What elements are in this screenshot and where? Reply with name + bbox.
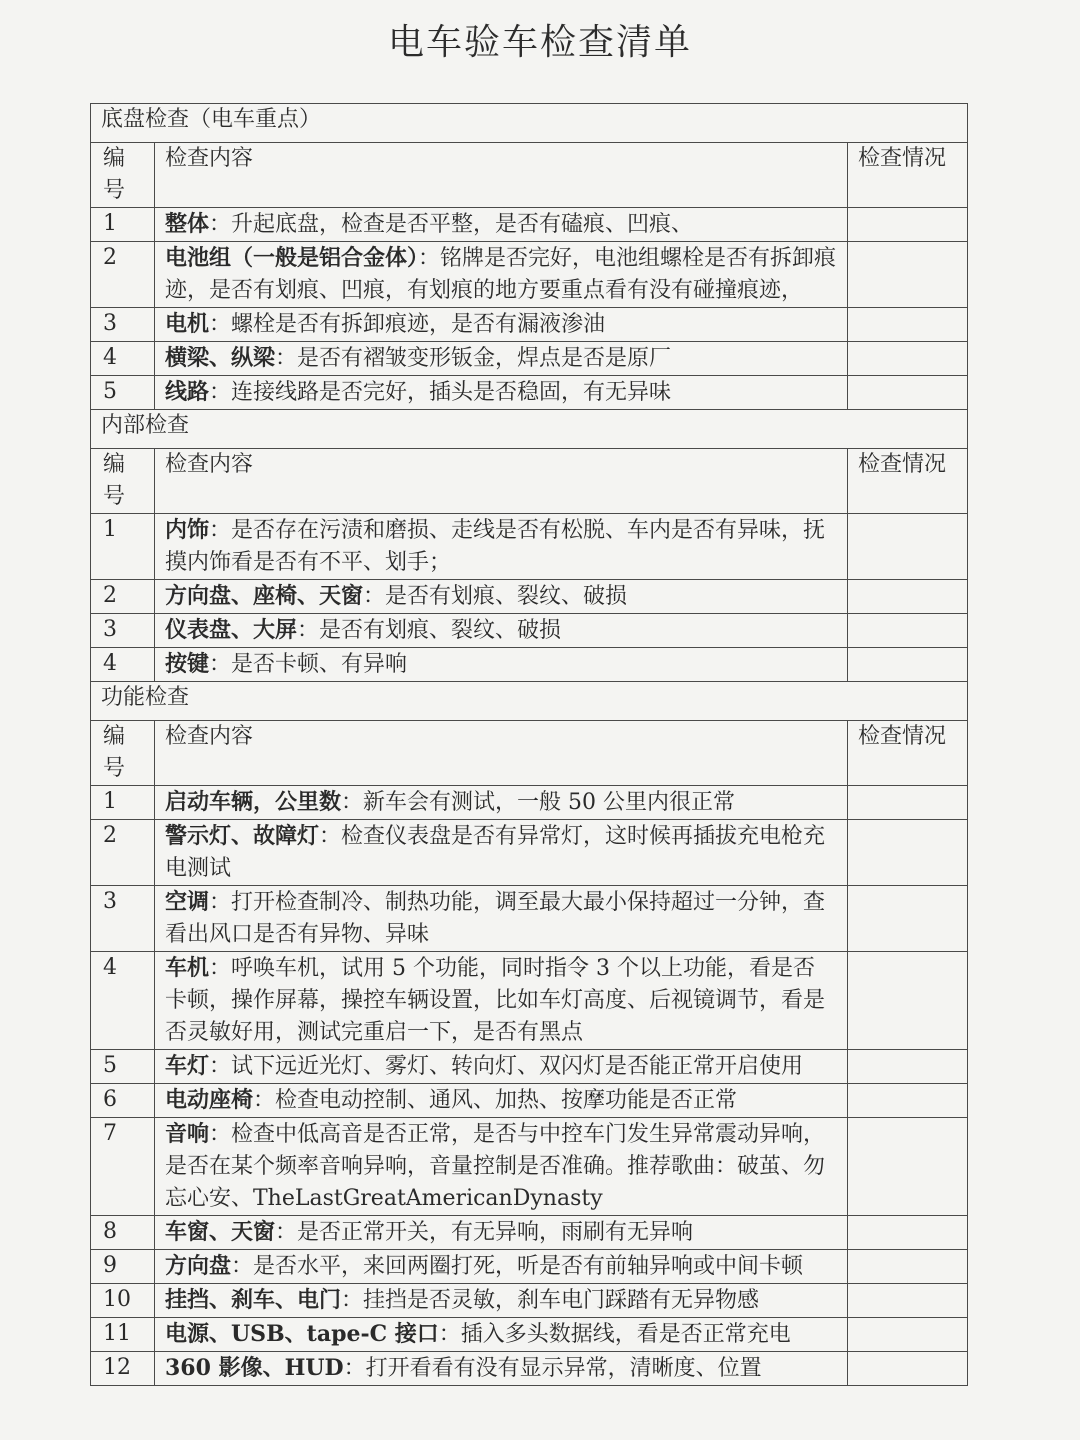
item-key-label: 按键 [165,651,210,677]
table-row [91,242,968,308]
item-key-label: 警示灯、故障灯 [165,823,320,849]
item-number: 3 [91,886,155,952]
item-description: ：呼唤车机，试用 5 个功能，同时指令 3 个以上功能，看是否卡顿，操作屏幕，操控车辆设置，比如车灯高度、后视镜调节，看是否灵敏好用，测试完重启一下，是否有黑点 [165,956,826,1045]
item-content [155,820,848,886]
table-row [91,1284,968,1318]
table-row [91,342,968,376]
column-header-row [91,721,968,786]
item-content [155,580,848,614]
check-result-cell[interactable] [847,648,967,682]
item-description: ：螺栓是否有拆卸痕迹，是否有漏液渗油 [209,312,606,337]
item-content [155,514,848,580]
table-row [91,208,968,242]
item-key-label: 整体 [165,211,210,237]
item-description: ：打开看看有没有显示异常，清晰度、位置 [343,1356,762,1381]
table-row [91,614,968,648]
section-title: 内部检查 [91,410,968,449]
header-content: 检查内容 [155,449,848,514]
table-row [91,1216,968,1250]
table-row [91,786,968,820]
section-title: 底盘检查（电车重点） [91,104,968,143]
item-content [155,614,848,648]
header-num: 编号 [91,721,155,786]
table-row [91,1050,968,1084]
table-row [91,1352,968,1386]
check-result-cell[interactable] [847,376,967,410]
check-result-cell[interactable] [847,514,967,580]
item-number: 9 [91,1250,155,1284]
table-row [91,952,968,1050]
check-result-cell[interactable] [847,886,967,952]
item-description: ：打开检查制冷、制热功能，调至最大最小保持超过一分钟，查看出风口是否有异物、异味 [165,890,826,947]
item-key-label: 360 影像、HUD [165,1355,344,1381]
page-title: 电车验车检查清单 [387,22,692,63]
item-number: 4 [91,648,155,682]
header-num: 编号 [91,449,155,514]
item-content [155,952,848,1050]
item-number: 4 [91,342,155,376]
item-number: 8 [91,1216,155,1250]
header-result: 检查情况 [847,721,967,786]
item-content [155,1118,848,1216]
item-number: 5 [91,1050,155,1084]
item-key-label: 方向盘 [165,1253,232,1279]
item-content [155,1050,848,1084]
column-header-row [91,143,968,208]
item-content [155,1216,848,1250]
check-result-cell[interactable] [847,952,967,1050]
table-row [91,1250,968,1284]
item-number: 2 [91,580,155,614]
item-description: ：检查仪表盘是否有异常灯，这时候再插拔充电枪充电测试 [165,824,826,881]
section-title: 功能检查 [91,682,968,721]
item-number: 10 [91,1284,155,1318]
item-number: 12 [91,1352,155,1386]
check-result-cell[interactable] [847,342,967,376]
check-result-cell[interactable] [847,1318,967,1352]
item-description: ：挂挡是否灵敏，刹车电门踩踏有无异物感 [341,1288,760,1313]
item-description: ：是否有褶皱变形钣金，焊点是否是原厂 [275,346,672,371]
item-key-label: 电动座椅 [165,1087,254,1113]
item-number: 7 [91,1118,155,1216]
item-key-label: 内饰 [165,517,210,543]
item-content [155,886,848,952]
table-row [91,580,968,614]
check-result-cell[interactable] [847,1352,967,1386]
header-result: 检查情况 [847,449,967,514]
item-content [155,1084,848,1118]
item-content [155,1318,848,1352]
item-number: 2 [91,820,155,886]
item-description: ：是否正常开关，有无异响，雨刷有无异响 [275,1220,694,1245]
header-content: 检查内容 [155,143,848,208]
item-number: 2 [91,242,155,308]
item-content [155,208,848,242]
item-description: ：检查电动控制、通风、加热、按摩功能是否正常 [253,1088,738,1113]
item-key-label: 电机 [165,311,210,337]
item-number: 3 [91,614,155,648]
item-key-label: 车机 [165,955,210,981]
item-number: 4 [91,952,155,1050]
item-key-label: 挂挡、刹车、电门 [165,1287,342,1313]
item-key-label: 音响 [165,1121,210,1147]
item-content [155,308,848,342]
table-row [91,376,968,410]
header-result: 检查情况 [847,143,967,208]
item-description: ：是否存在污渍和磨损、走线是否有松脱、车内是否有异味，抚摸内饰看是否有不平、划手； [165,518,826,575]
item-key-label: 电源、USB、tape-C 接口 [165,1321,439,1347]
checklist-table [90,103,968,1386]
check-result-cell[interactable] [847,1216,967,1250]
check-result-cell[interactable] [847,1084,967,1118]
item-number: 1 [91,514,155,580]
item-number: 5 [91,376,155,410]
item-description: ：是否有划痕、裂纹、破损 [363,584,628,609]
table-row [91,1084,968,1118]
item-description: ：连接线路是否完好，插头是否稳固，有无异味 [209,380,672,405]
item-content [155,1352,848,1386]
item-description: ：是否有划痕、裂纹、破损 [297,618,562,643]
item-description: ：试下远近光灯、雾灯、转向灯、双闪灯是否能正常开启使用 [209,1054,804,1079]
check-result-cell[interactable] [847,242,967,308]
check-result-cell[interactable] [847,614,967,648]
check-result-cell[interactable] [847,308,967,342]
table-row [91,820,968,886]
section-row [91,410,968,449]
item-key-label: 仪表盘、大屏 [165,617,298,643]
item-content [155,342,848,376]
item-key-label: 车窗、天窗 [165,1219,276,1245]
item-description: ：是否卡顿、有异响 [209,652,408,677]
item-key-label: 启动车辆，公里数 [165,789,342,815]
check-result-cell[interactable] [847,580,967,614]
check-result-cell[interactable] [847,1284,967,1318]
item-content [155,376,848,410]
item-description: ：检查中低高音是否正常，是否与中控车门发生异常震动异响，是否在某个频率音响异响，音量控制是否准确。推荐歌曲：破茧、勿忘心安、TheLastGreatAmericanDynasty [165,1122,826,1211]
item-number: 11 [91,1318,155,1352]
check-result-cell[interactable] [847,820,967,886]
item-description: ：铭牌是否完好，电池组螺栓是否有拆卸痕迹，是否有划痕、凹痕，有划痕的地方要重点看有没有碰撞痕迹， [165,246,837,303]
item-key-label: 空调 [165,889,210,915]
header-num: 编号 [91,143,155,208]
item-number: 3 [91,308,155,342]
item-description: ：新车会有测试，一般 50 公里内很正常 [341,790,735,815]
check-result-cell[interactable] [847,208,967,242]
checklist-table-body [91,104,968,1386]
item-content [155,242,848,308]
item-description: ：插入多头数据线，看是否正常充电 [438,1322,791,1347]
table-row [91,1318,968,1352]
item-number: 1 [91,208,155,242]
item-content [155,1284,848,1318]
table-row [91,514,968,580]
section-row [91,682,968,721]
column-header-row [91,449,968,514]
header-content: 检查内容 [155,721,848,786]
item-number: 1 [91,786,155,820]
item-key-label: 方向盘、座椅、天窗 [165,583,364,609]
item-key-label: 电池组（一般是铝合金体） [165,245,419,271]
item-description: ：是否水平，来回两圈打死，听是否有前轴异响或中间卡顿 [231,1254,804,1279]
item-key-label: 线路 [165,379,210,405]
item-content [155,1250,848,1284]
item-content [155,648,848,682]
check-result-cell[interactable] [847,1250,967,1284]
check-result-cell[interactable] [847,1050,967,1084]
item-description: ：升起底盘，检查是否平整，是否有磕痕、凹痕、 [209,212,694,237]
item-content [155,786,848,820]
table-row [91,886,968,952]
item-key-label: 横梁、纵梁 [165,345,276,371]
item-key-label: 车灯 [165,1053,210,1079]
table-row [91,648,968,682]
table-row [91,1118,968,1216]
check-result-cell[interactable] [847,1118,967,1216]
item-number: 6 [91,1084,155,1118]
table-row [91,308,968,342]
section-row [91,104,968,143]
check-result-cell[interactable] [847,786,967,820]
